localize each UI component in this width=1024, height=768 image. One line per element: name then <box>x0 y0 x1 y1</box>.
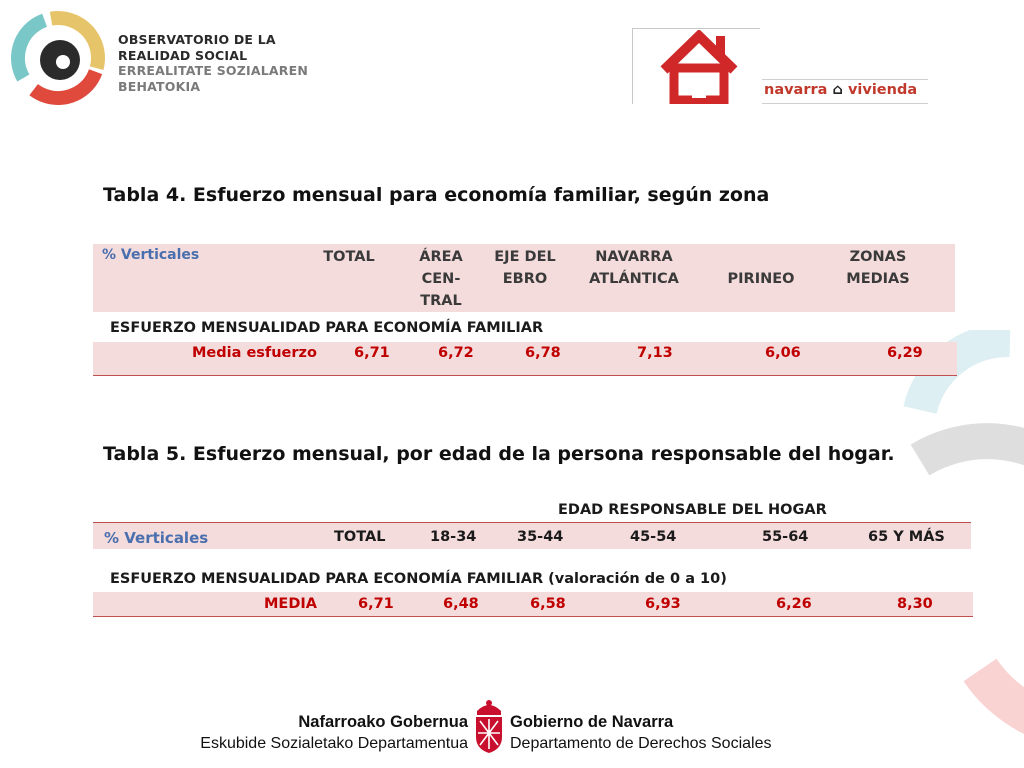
navarra-vivienda-wordmark <box>764 82 917 98</box>
observatorio-logo-icon <box>8 8 108 108</box>
tabla4-value-total: 6,71 <box>354 345 390 361</box>
tabla4-value-pirineo: 6,06 <box>765 345 801 361</box>
tabla4-value-eje-ebro: 6,78 <box>525 345 561 361</box>
tabla5-caption: Tabla 5. Esfuerzo mensual, por edad de la persona responsable del hogar. <box>103 443 895 465</box>
tabla5-value-35-44: 6,58 <box>530 596 566 612</box>
footer-right-line-1: Gobierno de Navarra <box>510 713 674 731</box>
observatorio-line-1: OBSERVATORIO DE LA <box>118 32 276 47</box>
footer-right <box>510 712 771 754</box>
observatorio-line-2: REALIDAD SOCIAL <box>118 47 248 63</box>
tabla4-bottom-rule <box>93 375 957 376</box>
tabla4-caption: Tabla 4. Esfuerzo mensual para economía familiar, según zona <box>103 184 770 206</box>
footer-left <box>184 712 468 754</box>
tabla5-section-label: ESFUERZO MENSUALIDAD PARA ECONOMÍA FAMILIAR (valoración de 0 a 10) <box>110 571 727 587</box>
tabla5-value-total: 6,71 <box>358 596 394 612</box>
tabla5-corner-label: % Verticales <box>104 529 209 547</box>
tabla5-col-18-34: 18-34 <box>430 529 477 545</box>
tabla5-group-header: EDAD RESPONSABLE DEL HOGAR <box>558 502 827 518</box>
tabla5-col-35-44: 35-44 <box>517 529 564 545</box>
tabla4-col-eje-ebro: EJE DEL EBRO <box>494 249 556 287</box>
tabla4-col-area-central: ÁREA CEN- TRAL <box>419 249 463 309</box>
footer-left-line-2: Eskubide Sozialetako Departamentua <box>200 735 468 752</box>
tabla5-col-45-54: 45-54 <box>630 529 677 545</box>
tabla4-value-navarra-atlantica: 7,13 <box>637 345 673 361</box>
tabla4-section-label: ESFUERZO MENSUALIDAD PARA ECONOMÍA FAMILIAR <box>110 320 544 336</box>
logo-rule-top <box>762 79 928 80</box>
tabla5-col-55-64: 55-64 <box>762 529 809 545</box>
tabla5-value-55-64: 6,26 <box>776 596 812 612</box>
tabla4-row-label: Media esfuerzo <box>192 345 317 361</box>
footer-right-line-2: Departamento de Derechos Sociales <box>510 735 772 752</box>
small-house-icon: ⌂ <box>832 82 843 98</box>
observatorio-name <box>118 32 308 94</box>
tabla5-col-65-y-mas: 65 Y MÁS <box>868 529 945 545</box>
tabla5-col-total: TOTAL <box>334 529 386 545</box>
logo-rule-bottom <box>762 103 928 104</box>
navarra-vivienda-logo <box>632 28 928 104</box>
tabla4-col-pirineo: PIRINEO <box>727 271 795 287</box>
tabla5-bottom-rule <box>93 616 973 617</box>
tabla4-corner-label: % Verticales <box>102 247 200 263</box>
navarra-coat-of-arms-icon <box>472 697 506 755</box>
tabla4-value-area-central: 6,72 <box>438 345 474 361</box>
tabla5-row-label: MEDIA <box>264 596 317 612</box>
vivienda-word: vivienda <box>847 82 918 98</box>
observatorio-line-3: ERREALITATE SOZIALAREN <box>118 63 308 78</box>
tabla4-value-zonas-medias: 6,29 <box>887 345 923 361</box>
tabla4-col-navarra-atlantica: NAVARRA ATLÁNTICA <box>589 249 679 287</box>
tabla5-value-45-54: 6,93 <box>645 596 681 612</box>
footer-left-line-1: Nafarroako Gobernua <box>298 713 468 731</box>
tabla4-col-total: TOTAL <box>323 249 375 265</box>
tabla4-col-zonas-medias: ZONAS MEDIAS <box>846 249 910 287</box>
observatorio-line-4: BEHATOKIA <box>118 78 201 94</box>
tabla5-value-18-34: 6,48 <box>443 596 479 612</box>
house-icon <box>654 30 744 104</box>
navarra-word: navarra <box>764 82 828 98</box>
tabla5-value-65-y-mas: 8,30 <box>897 596 933 612</box>
